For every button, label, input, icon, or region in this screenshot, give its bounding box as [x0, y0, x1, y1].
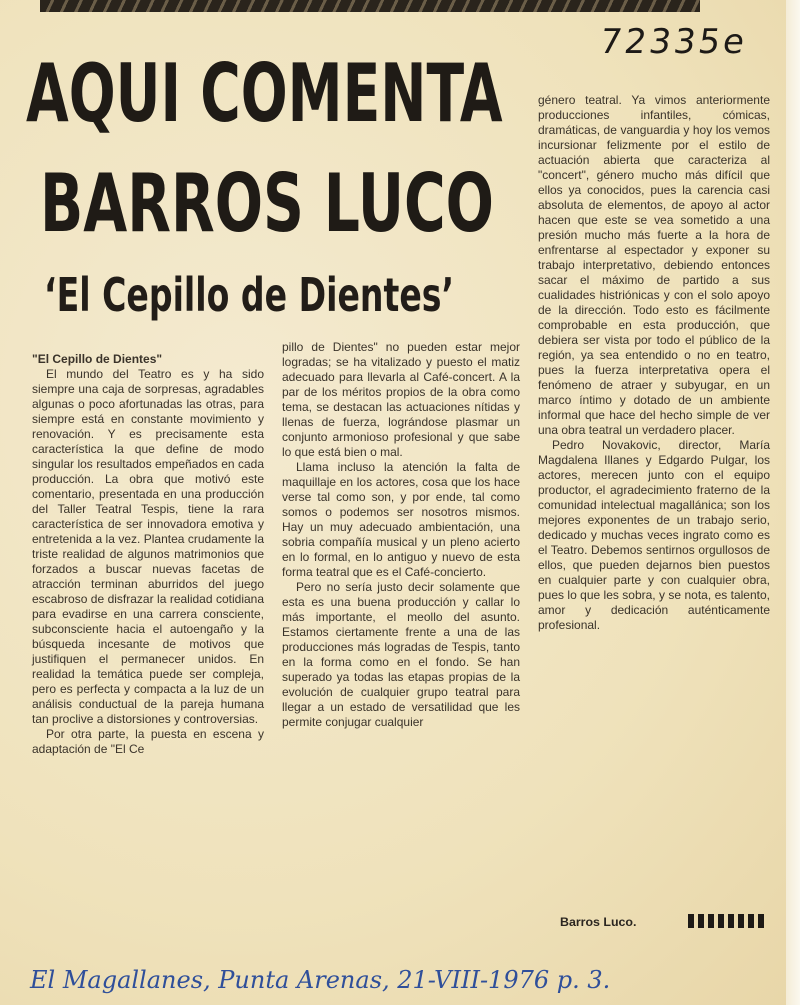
article-column-3	[538, 93, 770, 633]
page-edge	[786, 0, 800, 1005]
headline-line-1: AQUI COMENTA	[26, 47, 503, 140]
article-column-2	[282, 340, 520, 730]
author-signature: Barros Luco.	[560, 915, 637, 929]
article-subtitle: ‘El Cepillo de Dientes’	[44, 268, 455, 322]
paragraph: género teatral. Ya vimos anteriormente producciones infantiles, cómicas, dramáticas, de vanguardia y hoy los vemos incursionar felizmente por el estilo de actuación abierta que caracteriza al "concert", género mucho más difícil que ellos ya conocidos, pues la carencia casi absoluta de elementos, de apoyo al actor hacen que este se vea sometido a una presión mucho más fuerte a la hora de enfrentarse al espectador y exponer su trabajo interpretativo, debiendo entonces sacar el máximo de partido a sus cualidades histriónicas y con el solo apoyo de la dirección. Todo esto es fácilmente comprobable en esta producción, que debiera ser vista por todo el público de la región, ya sea entendido o no en teatro, pues la fuerza interpretativa opera el fenómeno de atraer y subyugar, en un marco íntimo y dotado de un ambiente informal que hace del hecho simple de ver una obra teatral un verdadero placer.	[538, 93, 770, 437]
ink-mark	[688, 914, 764, 928]
paragraph: Pedro Novakovic, director, María Magdalena Illanes y Edgardo Pulgar, los actores, merecen junto con el equipo productor, el agradecimiento fraterno de la comunidad intelectual magallánica; son los mejores exponentes de un trabajo serio, dedicado y muchas veces ingrato como es el Teatro. Debemos sentirnos orgullosos de ellos, que pueden dejarnos bien puestos en cualquier parte y con cualquier obra, pues lo que les sobra, y se nota, es talento, amor y dedicación auténticamente profesional.	[538, 438, 770, 632]
handwritten-source-note: El Magallanes, Punta Arenas, 21-VIII-1976 p. 3.	[30, 966, 611, 994]
paragraph: pillo de Dientes" no pueden estar mejor logradas; se ha vitalizado y puesto el matiz adecuado para llevarla al Café-concert. A la par de los méritos propios de la obra como tema, se destacan las actuaciones nítidas y llenas de fuerza, lográndose plasmar un conjunto armonioso profesional y que sabe lo que está bien o mal.	[282, 340, 520, 459]
paragraph: Llama incluso la atención la falta de maquillaje en los actores, cosa que los hace verse tal como son, y por ende, tal como somos o podemos ser nosotros mismos. Hay un muy adecuado ambientación, una sobria compañía musical y un pleno acierto en lo formal, en lo antiguo y nuevo de esta forma teatral que es el Café-concierto.	[282, 460, 520, 579]
paragraph: El mundo del Teatro es y ha sido siempre una caja de sorpresas, agradables algunas o poco afortunadas las otras, para siempre está en constante movimiento y renovación. Y es precisamente esta característica la que define de modo singular los resultados empeñados en cada producción. La obra que motivó este comentario, presentada en una producción del Taller Teatral Tespis, tiene la rara característica de ser innovadora emotiva y entretenida a la vez. Plantea crudamente la triste realidad de algunos matrimonios que forzados a buscar nuevas facetas de atracción terminan aburridos del juego escabroso de disfrazar la realidad cotidiana para evadirse en una carrera consciente, subconsciente hacia el autoengaño y la búsqueda incesante de motivos que justifiquen el permanecer unidos. En realidad la temática puede ser compleja, pero es perfecta y compacta a la luz de un análisis conductual de la pareja humana tan proclive a distorsiones y controversias.	[32, 367, 264, 726]
headline-line-2: BARROS LUCO	[40, 157, 494, 250]
article-column-1	[32, 352, 264, 757]
paragraph: Por otra parte, la puesta en escena y adaptación de "El Ce	[32, 727, 264, 756]
section-heading: "El Cepillo de Dientes"	[32, 352, 163, 366]
torn-header-band	[40, 0, 700, 12]
paragraph: Pero no sería justo decir solamente que esta es una buena producción y callar lo más importante, el meollo del asunto. Estamos ciertamente frente a una de las producciones más logradas de Tespis, tanto en la forma como en el fondo. Se han superado ya todas las etapas propias de la evolución de cualquier grupo teatral para llegar a un estado de versatilidad que les permite conjugar cualquier	[282, 580, 520, 729]
archive-reference-number: 72335e	[597, 22, 750, 62]
